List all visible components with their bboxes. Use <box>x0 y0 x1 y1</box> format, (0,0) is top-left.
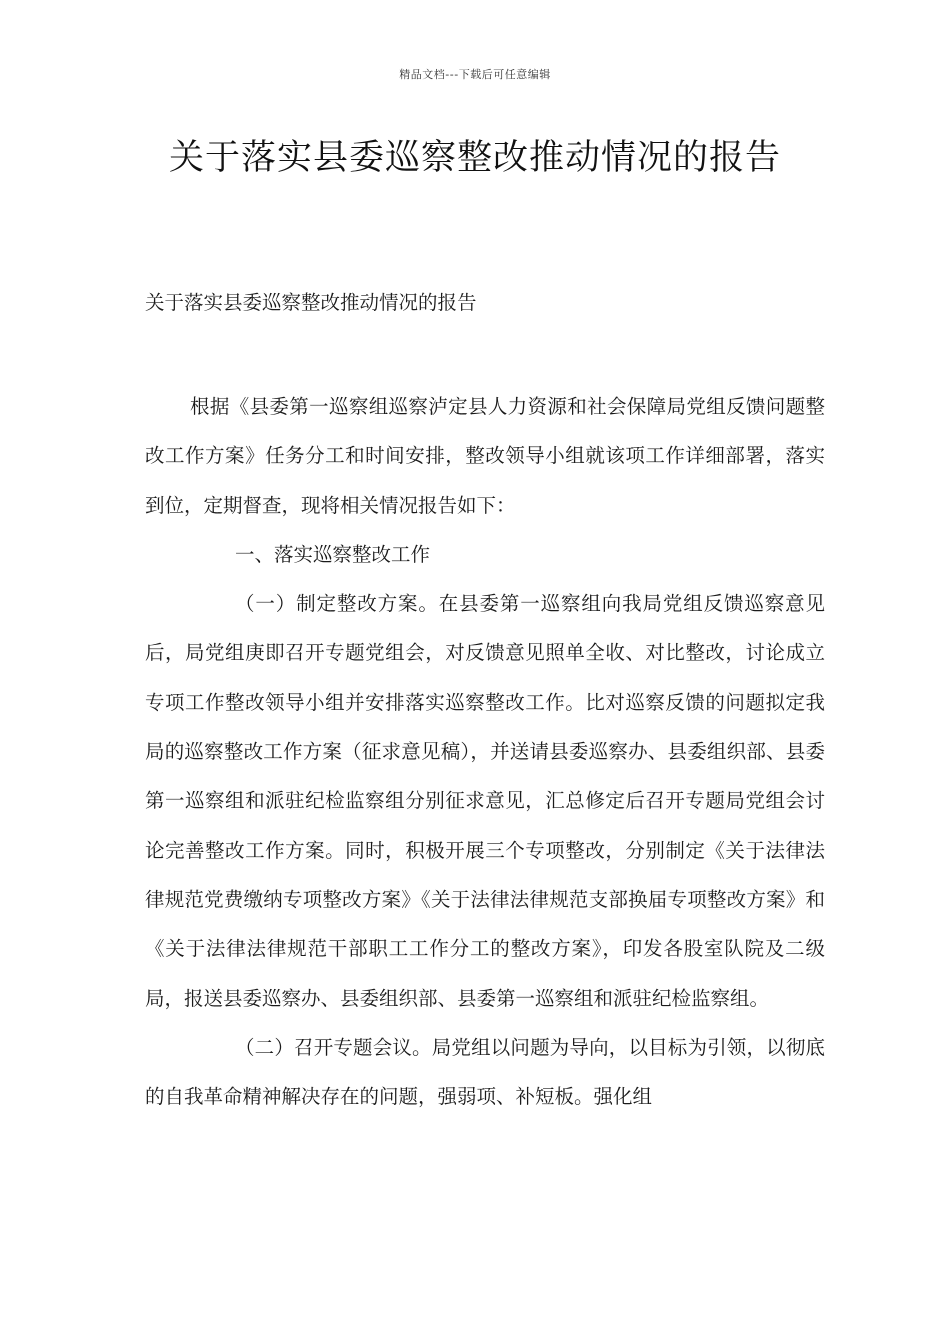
document-title: 关于落实县委巡察整改推动情况的报告 <box>168 138 781 178</box>
paragraph-intro: 根据《县委第一巡察组巡察泸定县人力资源和社会保障局党组反馈问题整改工作方案》任务分工和时间安排，整改领导小组就该项工作详细部署，落实到位，定期督查，现将相关情况报告如下： <box>145 395 825 517</box>
paragraph-meeting: （二）召开专题会议。局党组以问题为导向，以目标为引领，以彻底的自我革命精神解决存在的问题，强弱项、补短板。强化组 <box>145 1035 825 1109</box>
paragraph-plan: （一）制定整改方案。在县委第一巡察组向我局党组反馈巡察意见后，局党组庚即召开专题党组会，对反馈意见照单全收、对比整改，讨论成立专项工作整改领导小组并安排落实巡察整改工作。比对巡察反馈的问题拟定我局的巡察整改工作方案（征求意见稿），并送请县委巡察办、县委组织部、县委第一巡察组和派驻纪检监察组分别征求意见，汇总修定后召开专题局党组会讨论完善整改工作方案。同时，积极开展三个专项整改，分别制定《关于法律法律规范党费缴纳专项整改方案》《关于法律法律规范支部换届专项整改方案》和《关于法律法律规范干部职工工作分工的整改方案》，印发各股室队院及二级局，报送县委巡察办、县委组织部、县委第一巡察组和派驻纪检监察组。 <box>145 592 825 1010</box>
section-heading: 一、落实巡察整改工作 <box>235 542 431 566</box>
page-header: 精品文档---下载后可任意编辑 <box>399 68 551 81</box>
document-subtitle: 关于落实县委巡察整改推动情况的报告 <box>145 291 477 314</box>
document-body <box>145 382 825 1121</box>
